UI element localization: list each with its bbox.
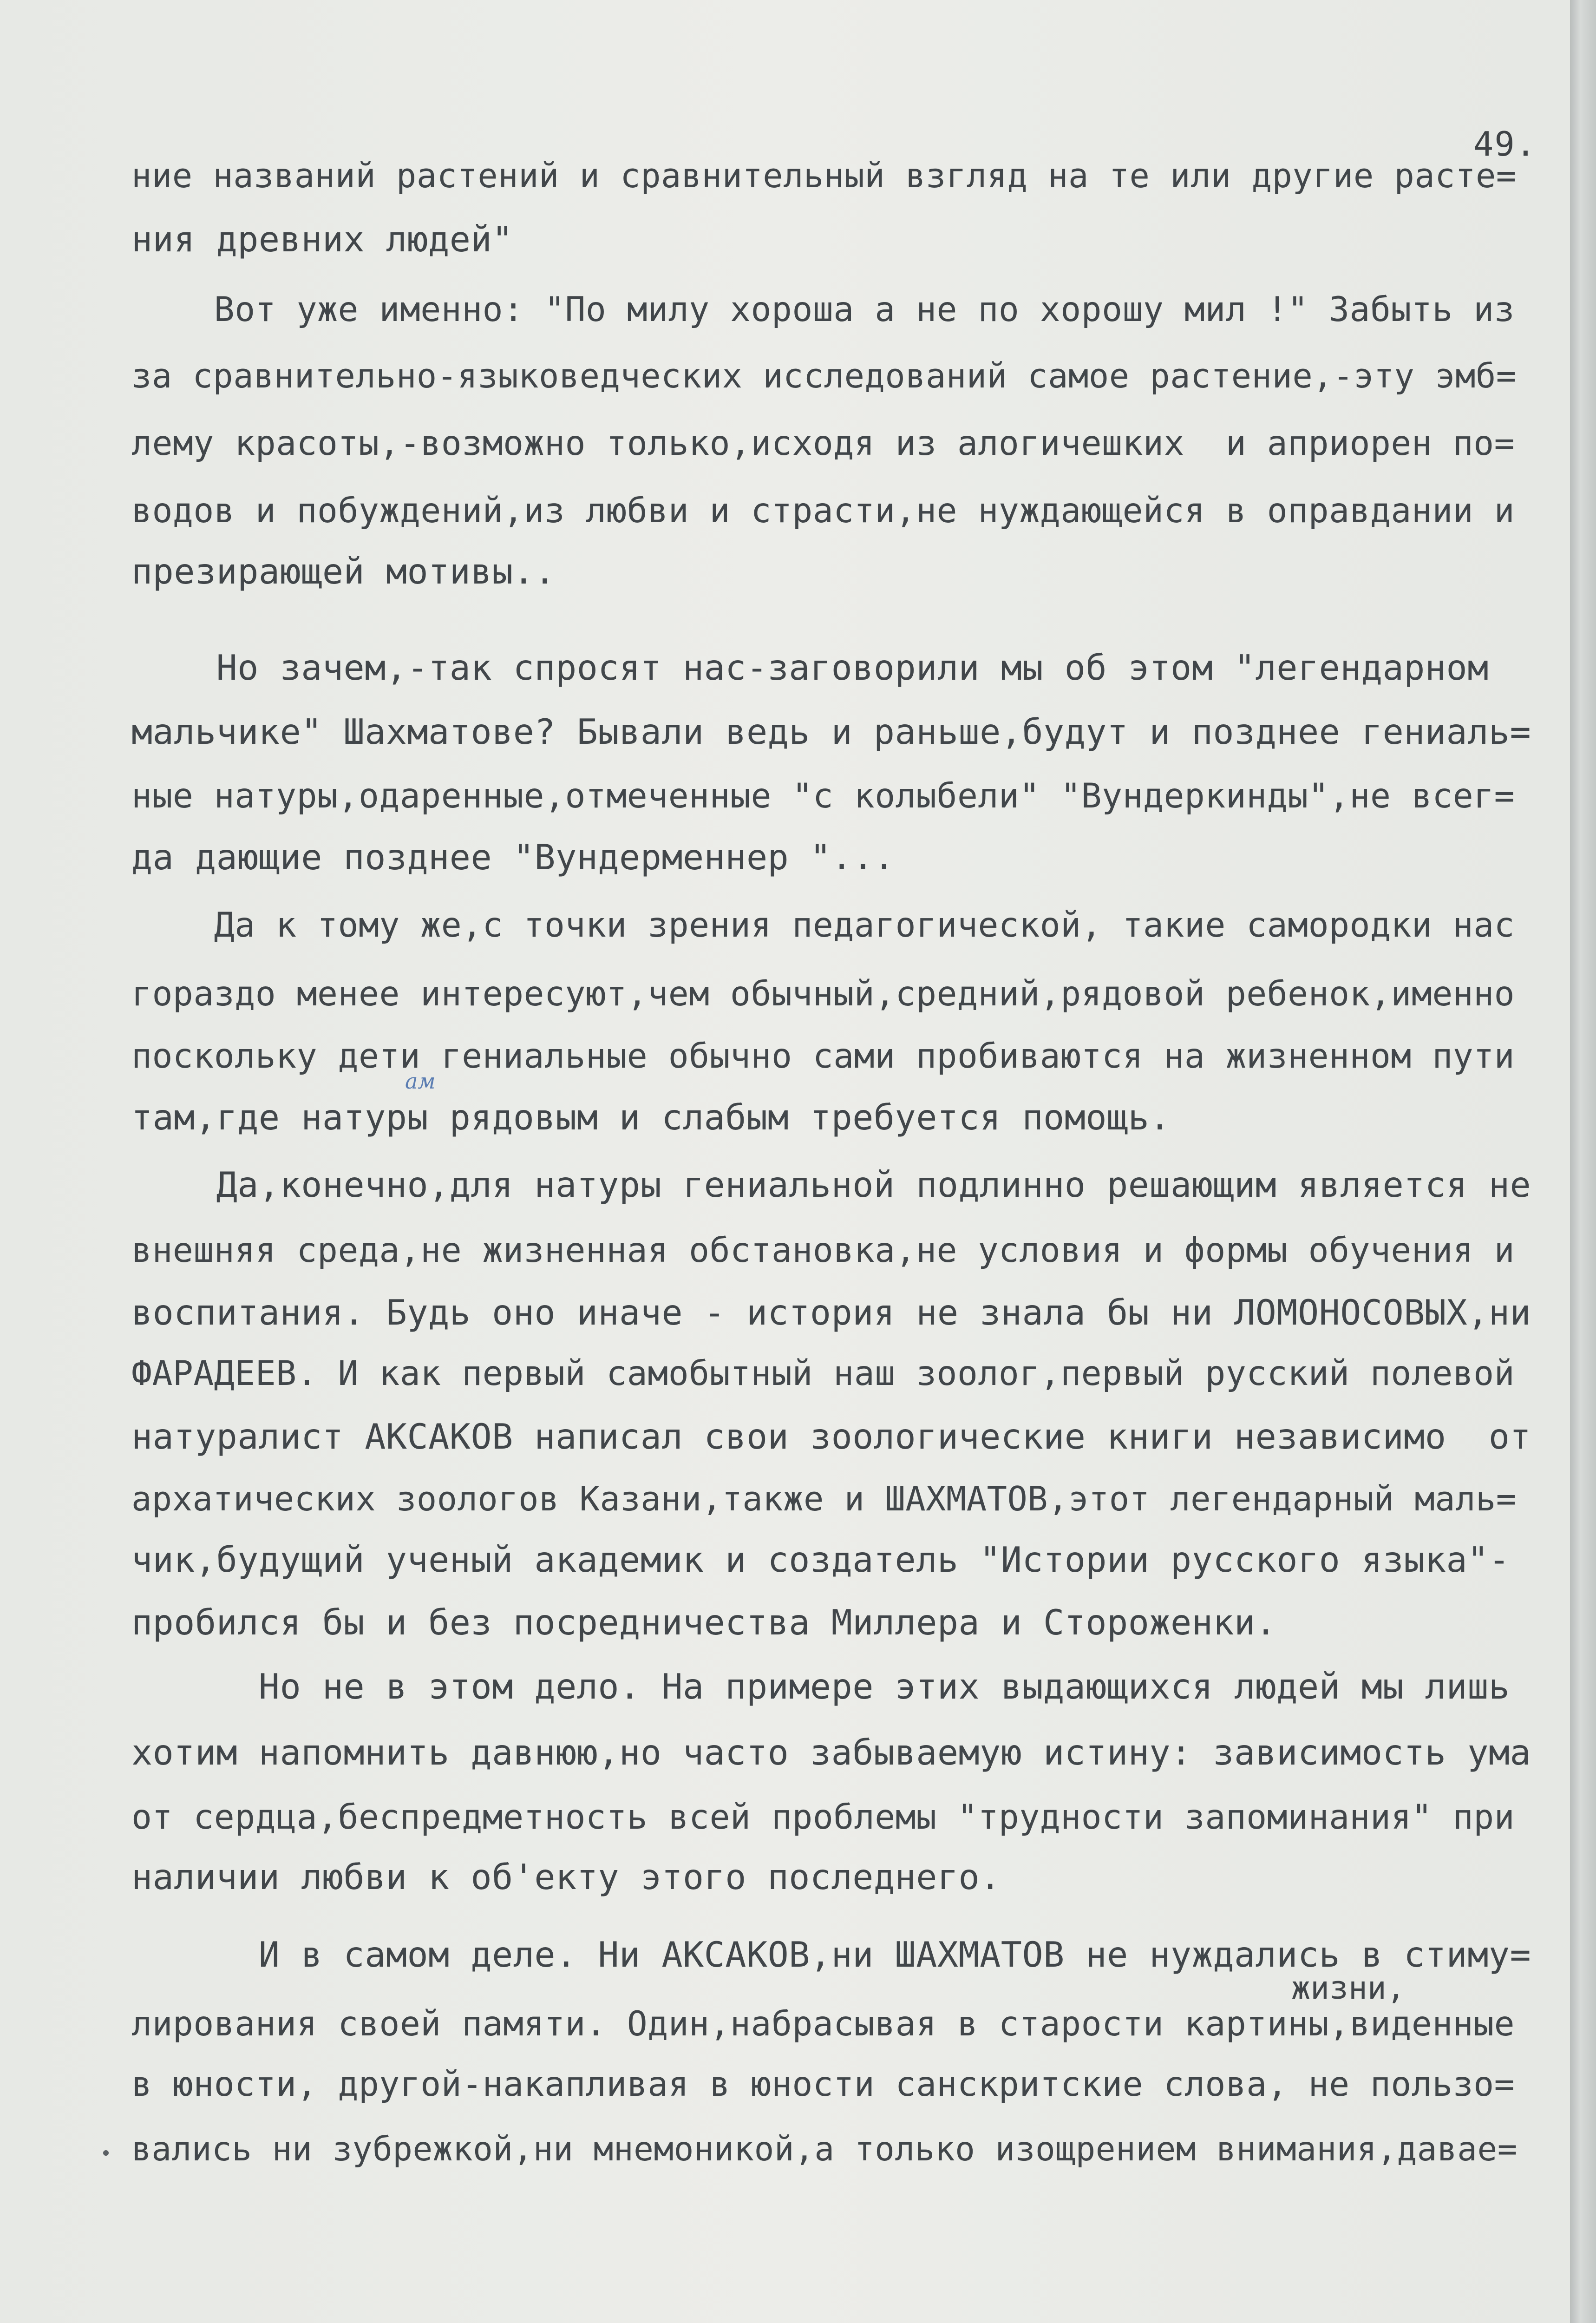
page-number: 49. — [1473, 125, 1537, 164]
text-line: лирования своей памяти. Один,набрасывая в старости картины,виденные — [131, 2004, 1515, 2044]
text-line: вались ни зубрежкой,ни мнемоникой,а только изощрением внимания,давае= — [131, 2130, 1518, 2168]
page-edge — [1570, 0, 1596, 2323]
text-line: за сравнительно-языковедческих исследований самое растение,-эту эмб= — [131, 356, 1517, 395]
text-line: хотим напомнить давнюю,но часто забываемую истину: зависимость ума — [131, 1732, 1531, 1773]
text-line: лему красоты,-возможно только,исходя из алогичешких и априорен по= — [131, 424, 1515, 463]
typed-insertion: жизни, — [1291, 1970, 1406, 2007]
text-line: ФАРАДЕЕВ. И как первый самобытный наш зоолог,первый русский полевой — [131, 1354, 1515, 1393]
text-line: архатических зоологов Казани,также и ШАХМАТОВ,этот легендарный маль= — [131, 1479, 1517, 1518]
text-line: гораздо менее интересуют,чем обычный,средний,рядовой ребенок,именно — [131, 974, 1515, 1014]
text-line: да дающие позднее "Вундерменнер "... — [131, 837, 895, 878]
handwritten-correction: ам — [405, 1069, 436, 1094]
text-line: мальчике" Шахматове? Бывали ведь и раньше,будут и позднее гениаль= — [131, 711, 1531, 752]
text-line: там,где натуры рядовым и слабым требуется помощь. — [131, 1097, 1171, 1138]
text-line: Но не в этом дело. На примере этих выдающихся людей мы лишь — [131, 1666, 1510, 1707]
text-line: Но зачем,-так спросят нас-заговорили мы об этом "легендарном — [131, 647, 1489, 688]
text-line: пробился бы и без посредничества Миллера и Стороженки. — [131, 1602, 1277, 1643]
margin-mark — [103, 2150, 109, 2156]
text-line: Вот уже именно: "По милу хороша а не по хорошу мил !" Забыть из — [131, 290, 1515, 329]
text-line: И в самом деле. Ни АКСАКОВ,ни ШАХМАТОВ не нуждались в стиму= — [131, 1934, 1531, 1975]
text-line: ния древних людей" — [131, 219, 513, 260]
text-line: презирающей мотивы.. — [131, 551, 556, 592]
text-line: наличии любви к об'екту этого последнего. — [131, 1857, 1001, 1897]
text-line: чик,будущий ученый академик и создатель "Истории русского языка"- — [131, 1539, 1510, 1580]
text-line: ные натуры,одаренные,отмеченные "с колыбели" "Вундеркинды",не всег= — [131, 776, 1515, 816]
text-line: натуралист АКСАКОВ написал свои зоологические книги независимо от — [131, 1416, 1531, 1457]
text-line: поскольку дети гениальные обычно сами пробиваются на жизненном пути — [131, 1037, 1515, 1076]
text-line: внешняя среда,не жизненная обстановка,не условия и формы обучения и — [131, 1231, 1515, 1270]
text-line: от сердца,беспредметность всей проблемы "трудности запоминания" при — [131, 1798, 1515, 1837]
text-line: в юности, другой-накапливая в юности санскритские слова, не пользо= — [131, 2065, 1515, 2104]
text-line: ние названий растений и сравнительный взгляд на те или другие расте= — [131, 156, 1517, 195]
text-line: водов и побуждений,из любви и страсти,не нуждающейся в оправдании и — [131, 491, 1515, 531]
text-line: Да к тому же,с точки зрения педагогической, такие самородки нас — [131, 906, 1515, 945]
text-line: Да,конечно,для натуры гениальной подлинно решающим является не — [131, 1164, 1531, 1205]
text-line: воспитания. Будь оно иначе - история не знала бы ни ЛОМОНОСОВЫХ,ни — [131, 1292, 1531, 1333]
